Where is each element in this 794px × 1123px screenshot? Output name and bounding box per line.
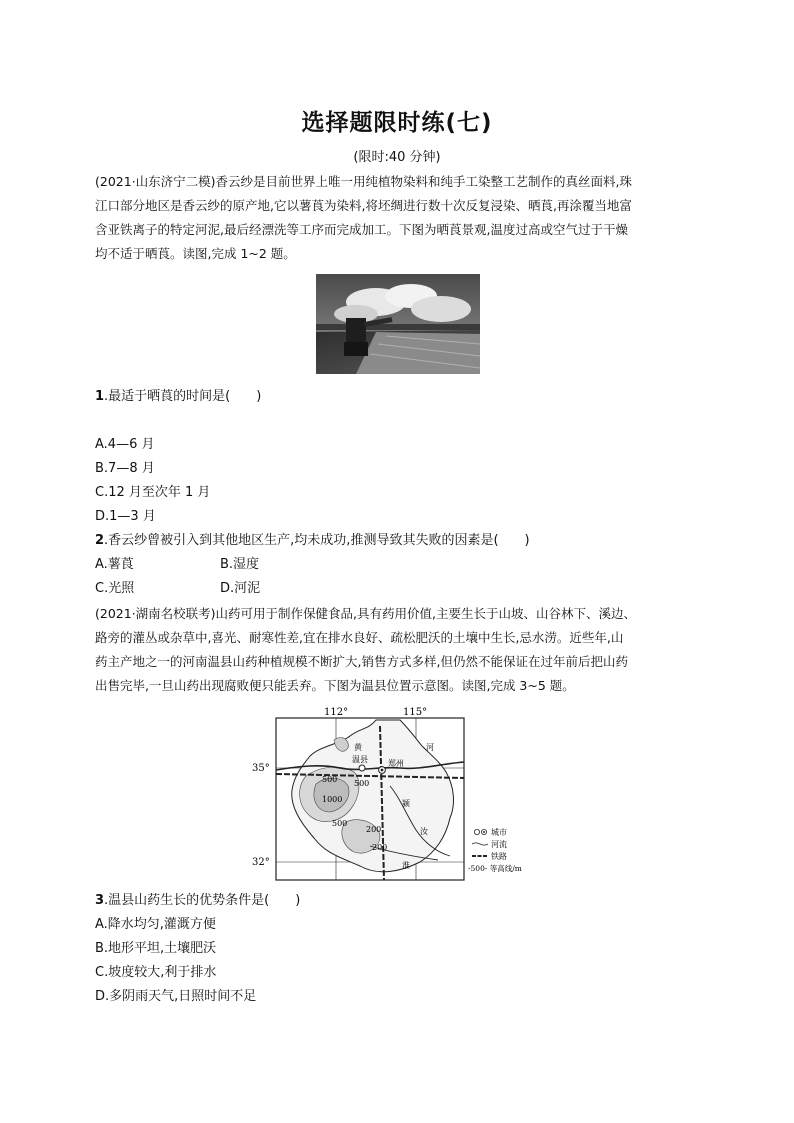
place-label: 郑州: [388, 759, 404, 768]
q2-option-d: D.河泥: [220, 581, 261, 596]
passage-1-line: 江口部分地区是香云纱的原产地,它以薯莨为染料,将坯绸进行数十次反复浸染、晒莨,再涂覆当地富: [95, 198, 632, 213]
legend-railway: 铁路: [491, 852, 507, 861]
passage-1-line: 含亚铁离子的特定河泥,最后经漂洗等工序而完成加工。下图为晒莨景观,温度过高或空气过于干燥: [95, 222, 628, 237]
contour-label: 500: [322, 775, 338, 784]
passage-2-line: 出售完毕,一旦山药出现腐败便只能丢弃。下图为温县位置示意图。读图,完成 3~5 题。: [95, 678, 575, 693]
question-2-stem: [95, 532, 530, 550]
q3-option-b: B.地形平坦,土壤肥沃: [95, 941, 217, 956]
place-label: 淮: [402, 861, 410, 870]
legend-river: 河流: [491, 840, 507, 849]
place-label: 汝: [420, 827, 428, 836]
lon-label: 115°: [403, 707, 428, 718]
passage-2-line: 路旁的灌丛或杂草中,喜光、耐寒性差,宜在排水良好、疏松肥沃的土壤中生长,忌水涝。近些年,山: [95, 630, 624, 645]
q1-option-b: B.7—8 月: [95, 461, 155, 476]
q3-option-a: A.降水均匀,灌溉方便: [95, 917, 216, 932]
q3-option-c: C.坡度较大,利于排水: [95, 965, 217, 980]
place-label: 温县: [352, 755, 368, 764]
city-marker: [359, 765, 365, 771]
place-label: 黄: [354, 743, 362, 752]
question-3-stem: [95, 892, 300, 910]
q1-option-a: A.4—6 月: [95, 437, 155, 452]
drying-photo: [316, 274, 480, 374]
passage-2-line: (2021·湖南名校联考)山药可用于制作保健食品,具有药用价值,主要生长于山坡、山谷林下、溪边、: [95, 606, 636, 621]
question-text: .温县山药生长的优势条件是( ): [104, 893, 301, 908]
q1-option-c: C.12 月至次年 1 月: [95, 485, 211, 500]
question-text: .香云纱曾被引入到其他地区生产,均未成功,推测导致其失败的因素是( ): [104, 533, 530, 548]
contour-label: 200: [366, 825, 382, 834]
map-legend: [468, 827, 522, 873]
question-number: 1: [95, 389, 105, 404]
question-text: .最适于晒莨的时间是( ): [104, 389, 262, 404]
q2-option-c: C.光照: [95, 581, 135, 596]
passage-1-line: 均不适于晒莨。读图,完成 1~2 题。: [95, 246, 296, 261]
page-title: 选择题限时练(七): [301, 110, 493, 136]
q2-option-a: A.薯莨: [95, 557, 134, 572]
legend-city: 城市: [491, 828, 507, 837]
q2-option-b: B.湿度: [220, 557, 260, 572]
contour-label: 1000: [322, 795, 343, 804]
passage-2: [95, 602, 705, 698]
time-limit: (限时:40 分钟): [353, 150, 441, 165]
lon-label: 112°: [324, 707, 349, 718]
lat-label: 32°: [252, 857, 270, 868]
place-label: 颍: [402, 799, 410, 808]
passage-1: [95, 170, 705, 266]
place-label: 河: [426, 743, 434, 752]
passage-2-line: 药主产地之一的河南温县山药种植规模不断扩大,销售方式多样,但仍然不能保证在过年前后把山药: [95, 654, 628, 669]
q3-option-d: D.多阴雨天气,日照时间不足: [95, 989, 257, 1004]
contour-label: 500: [354, 779, 370, 788]
question-1-stem: [95, 388, 261, 406]
contour-label: 200: [372, 843, 388, 852]
lat-label: 35°: [252, 763, 270, 774]
contour-label: 500: [332, 819, 348, 828]
wenxian-location-map: [250, 706, 540, 884]
legend-contour: -500- 等高线/m: [468, 864, 522, 873]
passage-1-line: (2021·山东济宁二模)香云纱是目前世界上唯一用纯植物染料和纯手工染整工艺制作的真丝面料,珠: [95, 174, 633, 189]
q1-option-d: D.1—3 月: [95, 509, 156, 524]
question-number: 3: [95, 893, 105, 908]
question-number: 2: [95, 533, 105, 548]
